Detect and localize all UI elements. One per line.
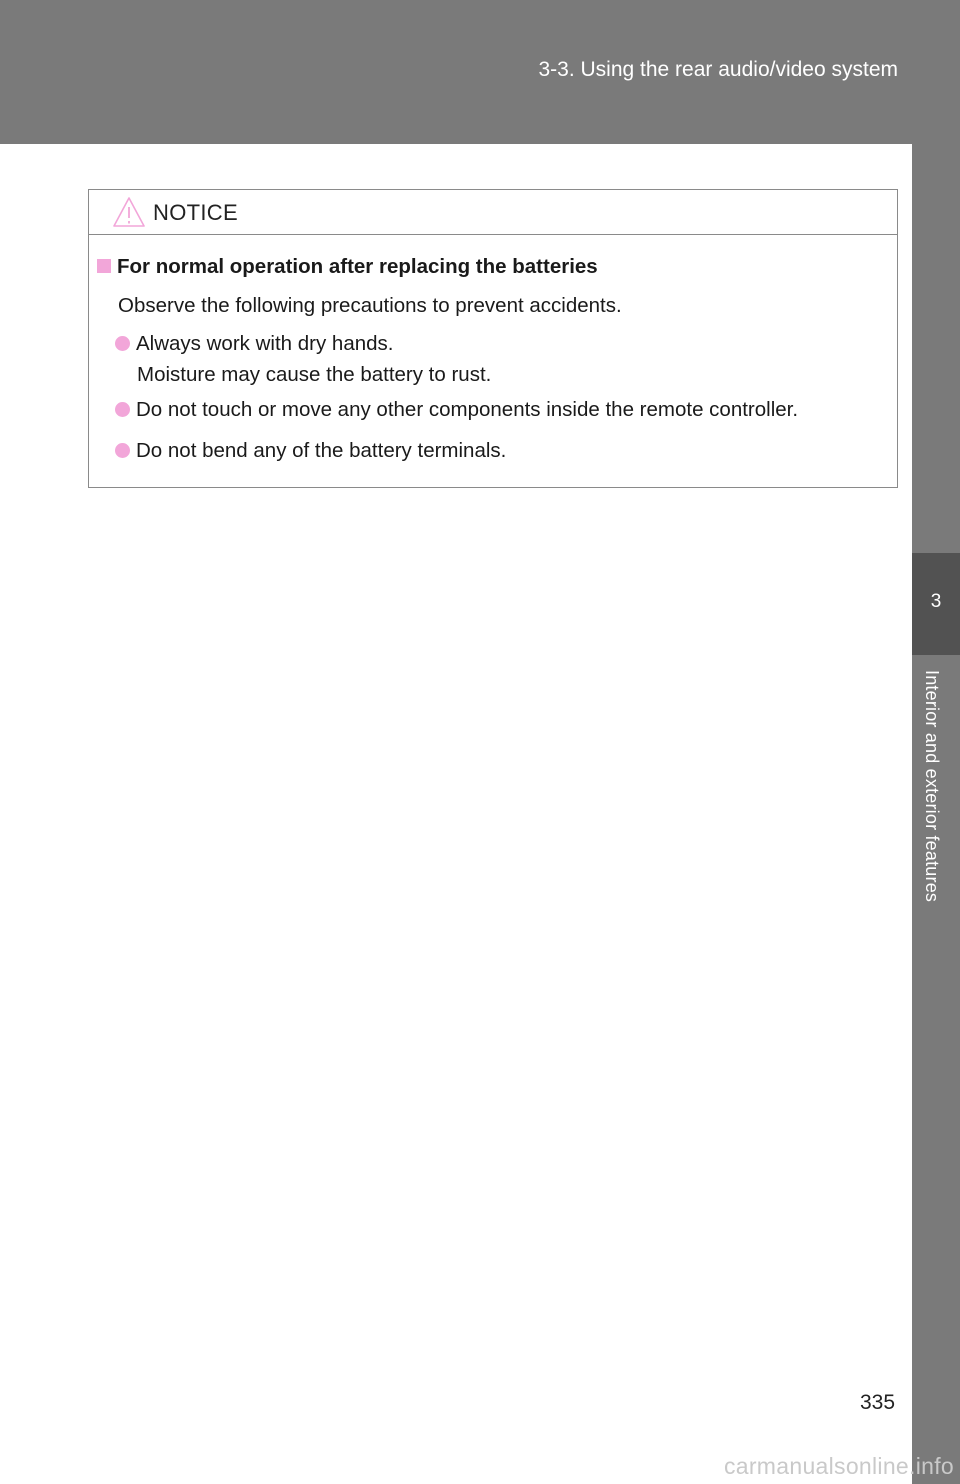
chapter-title: Interior and exterior features [922,670,942,903]
list-item-text: Do not bend any of the battery terminals. [136,439,507,462]
list-item-text: Do not touch or move any other components inside the remote controller. [136,398,799,421]
list-item [115,394,798,425]
section-heading-text: For normal operation after replacing the batteries [117,255,598,278]
page-number: 335 [860,1391,896,1414]
round-bullet-icon [115,402,130,417]
section-title: 3-3. Using the rear audio/video system [538,58,898,81]
list-item-text: Always work with dry hands. [136,332,394,355]
square-bullet-icon [97,259,111,273]
list-item [115,328,491,390]
notice-box [88,189,898,488]
round-bullet-icon [115,443,130,458]
list-item [115,435,506,466]
warning-triangle-icon [111,195,147,229]
intro-text: Observe the following precautions to prevent accidents. [118,294,622,317]
notice-title: NOTICE [153,200,238,225]
list-item-subtext: Moisture may cause the battery to rust. [137,363,492,386]
round-bullet-icon [115,336,130,351]
section-heading [97,255,598,279]
notice-header [89,190,897,235]
watermark: carmanualsonline.info [723,1453,954,1479]
header-band [0,0,960,144]
chapter-number: 3 [912,553,960,655]
